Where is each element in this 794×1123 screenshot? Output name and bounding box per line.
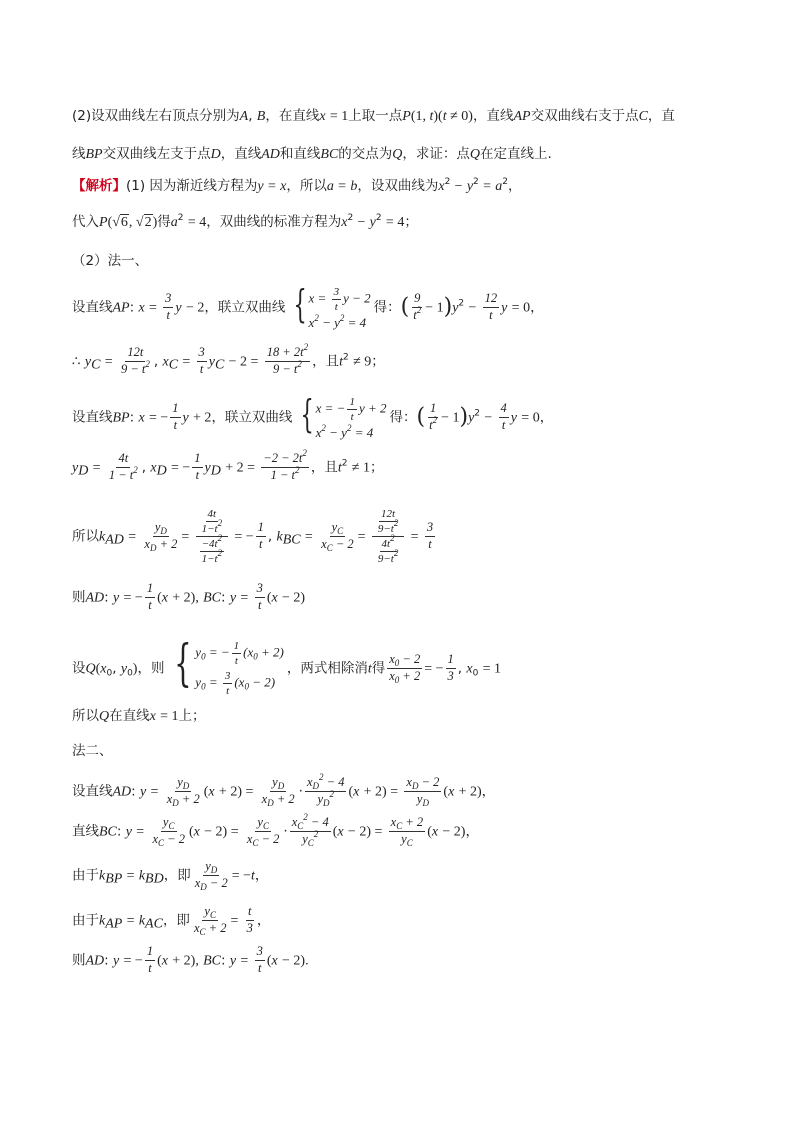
line-bp-derivation: 设直线BP: x = − $\frac{1}{t}$ y + 2，联立双曲线 { x = − $\frac{1}{t}$ y + 2 $x^2 - y^2 = 4$ 得：( $\frac{1}{t^2}$ − $1)y^2$ − $\frac{4}{t}$ y = 0， — [72, 392, 554, 441]
point-q-derivation: 设$Q(x_0$, $y_0$)，则 { $y_0$ = − $\frac{1}{t}$ $(x_0 + 2)$ $y_0$ = $\frac{3}{t}$ $(x_0 - 2)$ ，两式相除消t得 $\frac{x_0 - 2}{x_0 + 2}$ = − $\frac{1}{3}$ , $x_0 = 1$ — [72, 634, 502, 698]
solution-part2-heading: （2）法一、 — [72, 253, 149, 269]
problem-part2-line1: (2)设双曲线左右顶点分别为A, B，在直线x = 1上取一点P(1, t)(t ≠ 0)，直线AP交双曲线右支于点C，直 — [72, 108, 675, 124]
method2-kap-line: 由于$k_{AP} = k_{AC}$，即 $\frac{y_C}{x_C + 2}$ = $\frac{t}{3}$ ， — [72, 904, 271, 937]
analysis-tag: 【解析】 — [72, 178, 126, 194]
method2-bc-line: 直线BC: y = $\frac{y_C}{x_C - 2}$ (x − 2) = $\frac{y_C}{x_C - 2}$ · $\frac{x_C^2 - 4}{y_C^2}$ (x − 2) = $\frac{x_C + 2}{y_C}$ (x − 2)， — [72, 812, 479, 848]
method2-final-line: 则AD: y = − $\frac{1}{t}$ (x + 2), BC: y = $\frac{3}{t}$ (x − 2). — [72, 944, 309, 975]
method2-ad-line: 设直线AD: y = $\frac{y_D}{x_D + 2}$ (x + 2) = $\frac{y_D}{x_D + 2}$ · $\frac{x_D^2 - 4}{y_D^2}$ (x + 2) = $\frac{x_D - 2}{y_D}$ (x + 2)， — [72, 772, 496, 808]
point-d-coordinates: $y_D$ = $\frac{4t}{1 - t^2}$ , $x_D$ = − $\frac{1}{t}$ $y_D + 2$ = $\frac{-2 - 2t^2}{1 - t^2}$ ，且$t^2 \ne 1$； — [72, 448, 384, 482]
point-c-coordinates: ∴ $y_C$ = $\frac{12t}{9 - t^2}$ , $x_C$ = $\frac{3}{t}$ $y_C - 2$ = $\frac{18 + 2t^2}{9 - t^2}$ ，且$t^2 \ne 9$； — [72, 342, 385, 376]
method2-heading: 法二、 — [72, 743, 113, 759]
problem-part2-line2: 线BP交双曲线左支于点D，直线AD和直线BC的交点为Q，求证：点Q在定直线上. — [72, 146, 552, 162]
method2-kbp-line: 由于$k_{BP} = k_{BD}$，即 $\frac{y_D}{x_D - 2}$ = −t， — [72, 859, 269, 892]
solution-part1-line2: 代入P(√6, √2)得$a^2 = 4$，双曲线的标准方程为$x^2 - y^2 = 4$； — [72, 213, 418, 230]
equations-ad-bc: 则AD: y = − $\frac{1}{t}$ (x + 2), BC: y = $\frac{3}{t}$ (x − 2) — [72, 581, 306, 612]
line-ap-derivation: 设直线AP: x = $\frac{3}{t}$ y − 2，联立双曲线 { x = $\frac{3}{t}$ y − 2 $x^2 - y^2 = 4$ 得：( $\frac{9}{t^2}$ − $1)y^2$ − $\frac{12}{t}$ y = 0， — [72, 282, 544, 331]
solution-part1-line1: 【解析】(1) 因为渐近线方程为y = x，所以a = b，设双曲线为$x^2 - y^2 = a^2$， — [72, 177, 522, 194]
slopes-ad-bc: 所以$k_{AD}$ = $\frac{y_D}{x_D + 2}$ = $\frac{\frac{4t}{1-t^2}}{\frac{-4t^2}{1-t^2}}$ = − $\frac{1}{t}$ , $k_{BC}$ = $\frac{y_C}{x_C - 2}$ = $\frac{\frac{12t}{9-t^2}}{\frac{4t^2}{9-t^2}}$ = $\frac{3}{t}$ — [72, 508, 434, 566]
conclusion-line: 所以Q在直线x = 1上； — [72, 708, 206, 724]
